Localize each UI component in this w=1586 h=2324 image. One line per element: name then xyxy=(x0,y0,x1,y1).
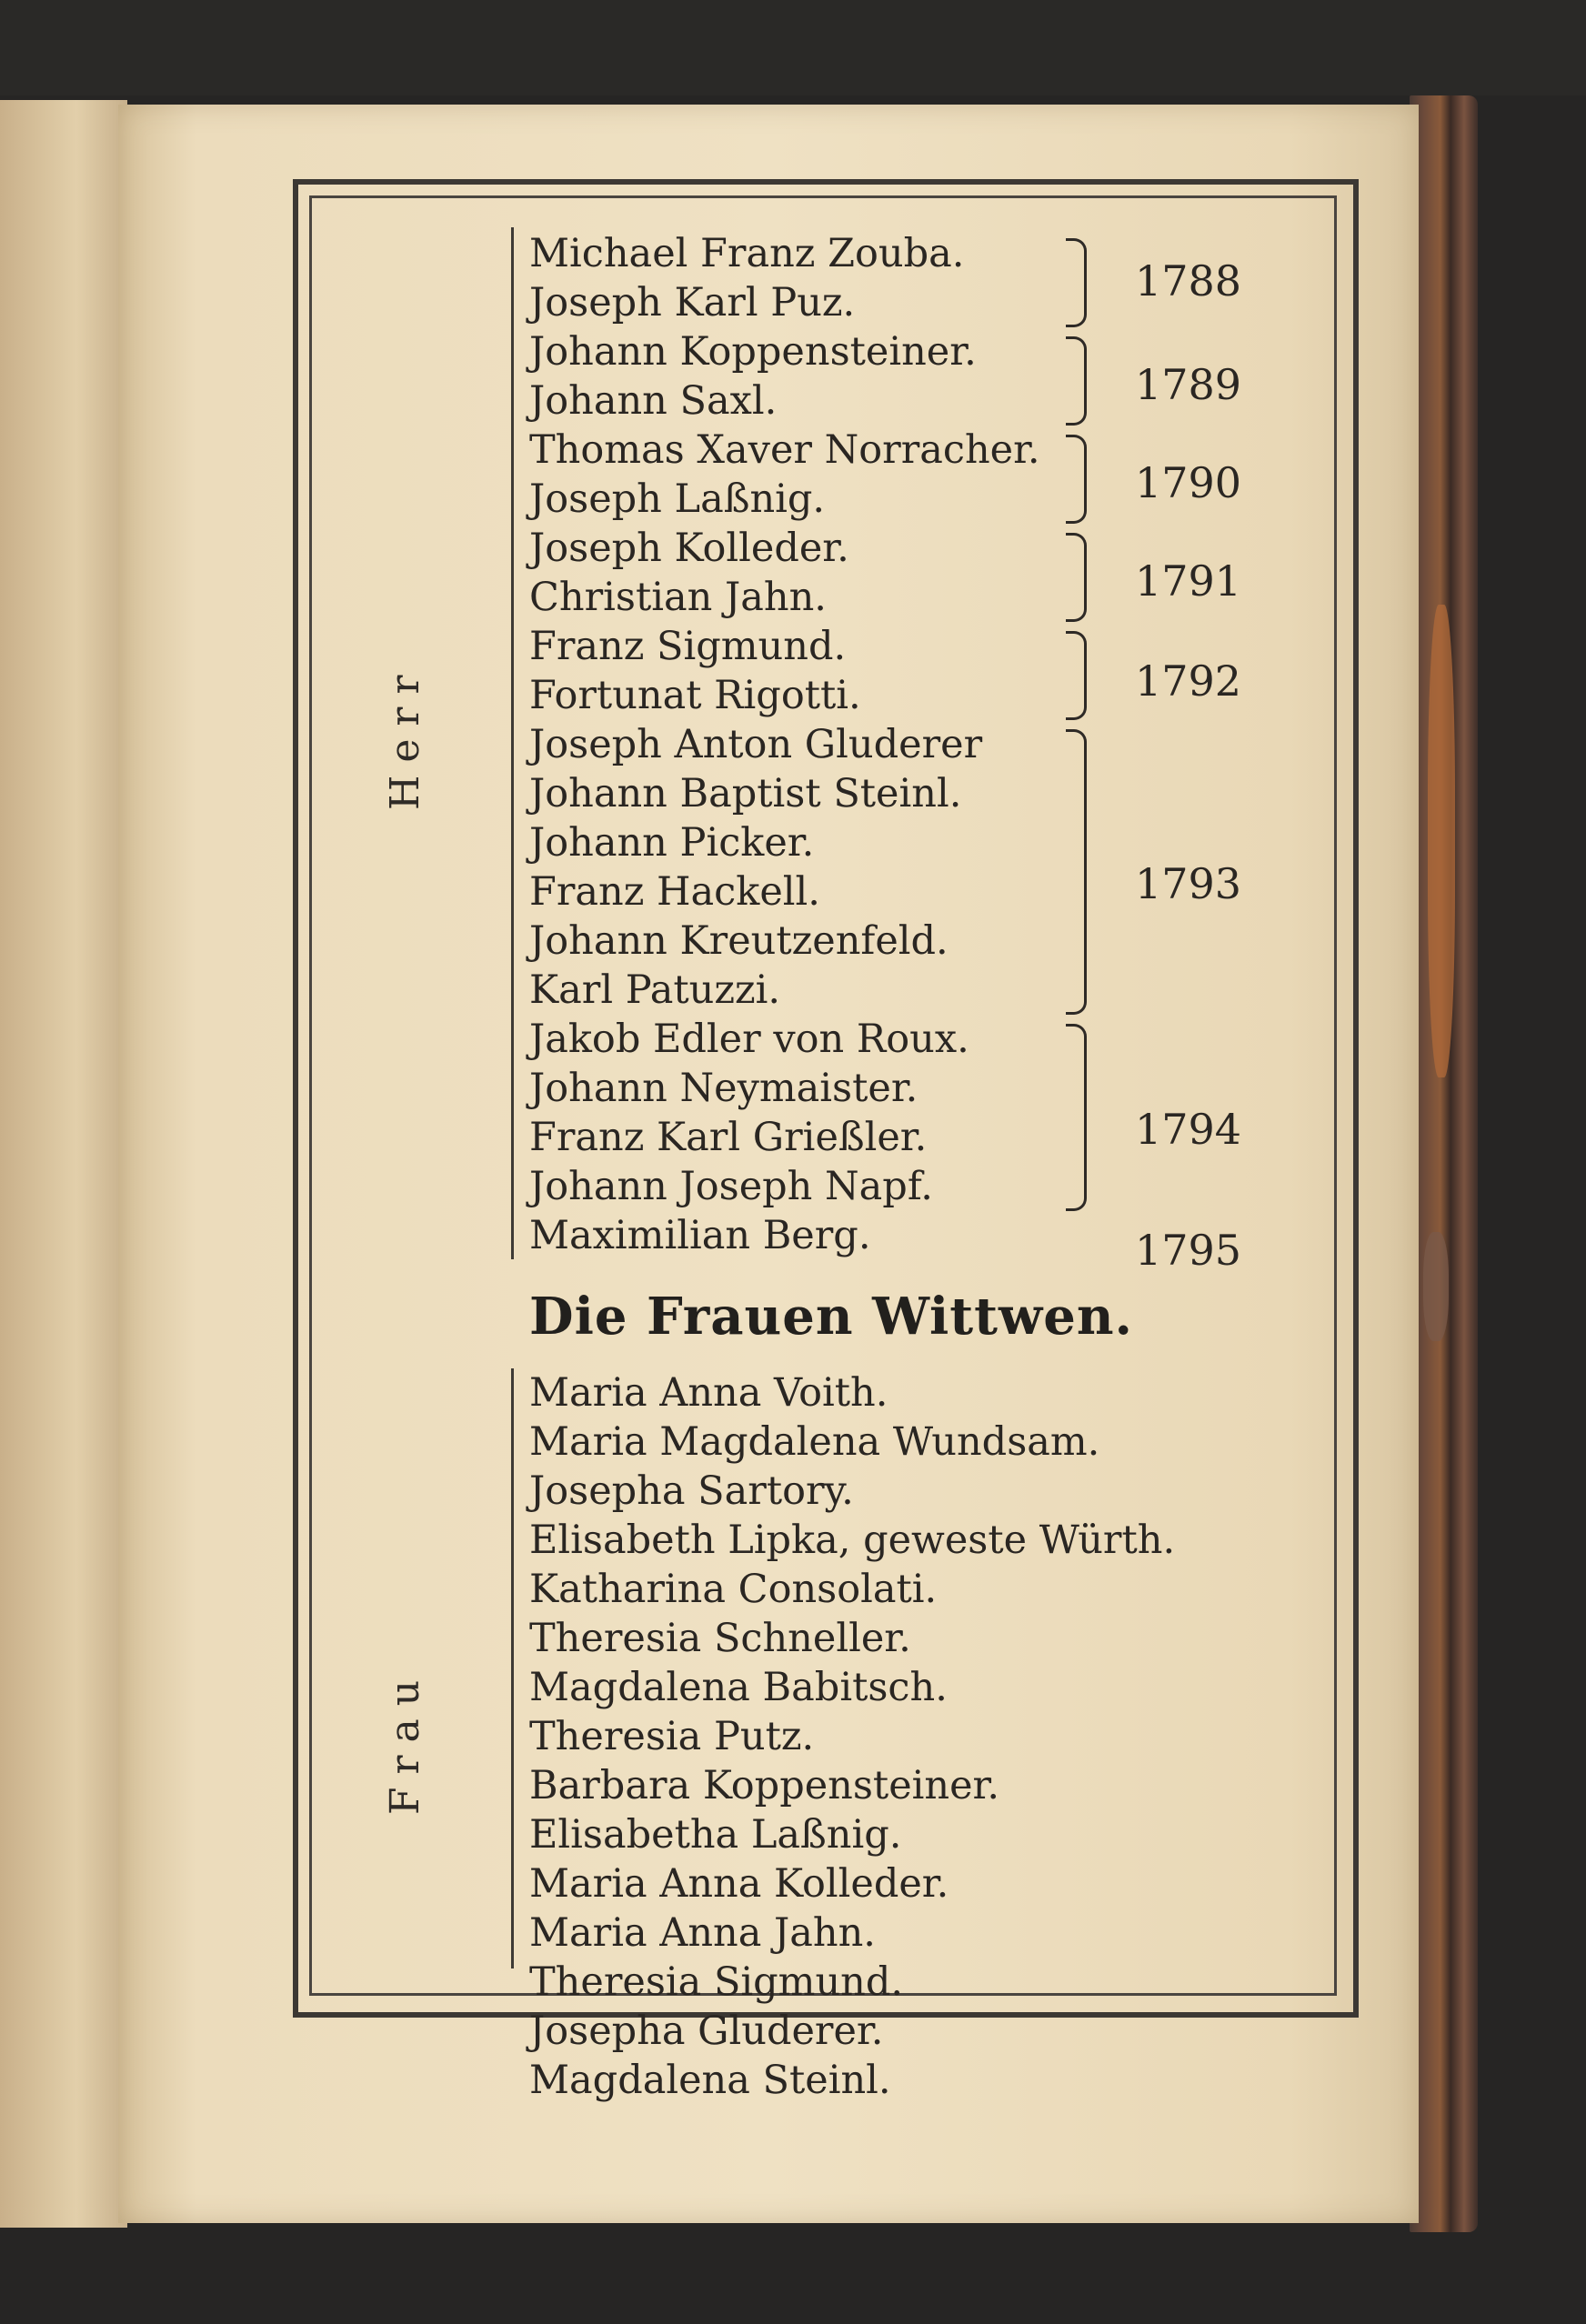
divider-lower xyxy=(511,1368,514,1968)
list-item: Katharina Consolati. xyxy=(529,1567,938,1612)
divider-upper xyxy=(511,227,514,1259)
background-top xyxy=(0,0,1586,95)
year-brace xyxy=(1066,1024,1087,1211)
year-brace xyxy=(1066,533,1087,622)
list-item: Joseph Laßnig. xyxy=(529,476,826,522)
side-label-herr: Herr xyxy=(382,662,428,811)
list-item: Johann Koppensteiner. xyxy=(529,329,977,375)
list-item: Fortunat Rigotti. xyxy=(529,673,861,718)
year-brace xyxy=(1066,238,1087,327)
list-item: Johann Joseph Napf. xyxy=(529,1164,933,1209)
list-item: Barbara Koppensteiner. xyxy=(529,1763,1000,1808)
list-item: Joseph Kolleder. xyxy=(529,526,849,571)
year-label: 1792 xyxy=(1135,656,1242,706)
list-item: Elisabetha Laßnig. xyxy=(529,1812,902,1858)
year-label: 1795 xyxy=(1135,1226,1242,1275)
list-item: Theresia Schneller. xyxy=(529,1616,911,1661)
year-label: 1789 xyxy=(1135,360,1242,409)
year-brace xyxy=(1066,435,1087,524)
list-item: Johann Saxl. xyxy=(529,378,778,424)
list-item: Magdalena Babitsch. xyxy=(529,1665,948,1710)
list-item: Josepha Sartory. xyxy=(529,1468,854,1514)
list-item: Magdalena Steinl. xyxy=(529,2058,891,2103)
year-label: 1794 xyxy=(1135,1105,1242,1154)
list-item: Johann Kreutzenfeld. xyxy=(529,918,949,964)
list-item: Karl Patuzzi. xyxy=(529,967,781,1013)
year-label: 1788 xyxy=(1135,256,1242,306)
list-item: Josepha Gluderer. xyxy=(529,2008,884,2054)
year-brace xyxy=(1066,631,1087,720)
list-item: Johann Baptist Steinl. xyxy=(529,771,962,816)
list-item: Michael Franz Zouba. xyxy=(529,231,965,276)
year-label: 1793 xyxy=(1135,859,1242,908)
facing-page-edge xyxy=(0,100,127,2228)
list-item: Johann Picker. xyxy=(529,820,815,866)
list-item: Franz Hackell. xyxy=(529,869,820,915)
list-item: Theresia Sigmund. xyxy=(529,1959,904,2005)
list-item: Franz Sigmund. xyxy=(529,624,847,669)
list-item: Joseph Anton Gluderer xyxy=(529,722,983,767)
side-label-frau: Frau xyxy=(382,1667,428,1816)
list-item: Christian Jahn. xyxy=(529,575,827,620)
list-item: Maximilian Berg. xyxy=(529,1213,871,1258)
list-item: Maria Anna Kolleder. xyxy=(529,1861,949,1907)
list-item: Joseph Karl Puz. xyxy=(529,280,856,326)
list-item: Jakob Edler von Roux. xyxy=(529,1017,969,1062)
section-heading: Die Frauen Wittwen. xyxy=(529,1287,1134,1347)
year-label: 1791 xyxy=(1135,556,1242,606)
list-item: Maria Anna Voith. xyxy=(529,1370,888,1416)
book-cover-board xyxy=(1410,95,1478,2232)
list-item: Maria Magdalena Wundsam. xyxy=(529,1419,1100,1465)
list-item: Johann Neymaister. xyxy=(529,1066,918,1111)
year-brace xyxy=(1066,336,1087,426)
list-item: Maria Anna Jahn. xyxy=(529,1910,876,1956)
list-item: Theresia Putz. xyxy=(529,1714,815,1759)
list-item: Elisabeth Lipka, geweste Würth. xyxy=(529,1518,1176,1563)
year-brace xyxy=(1066,729,1087,1015)
list-item: Franz Karl Grießler. xyxy=(529,1115,928,1160)
year-label: 1790 xyxy=(1135,458,1242,507)
list-item: Thomas Xaver Norracher. xyxy=(529,427,1040,473)
